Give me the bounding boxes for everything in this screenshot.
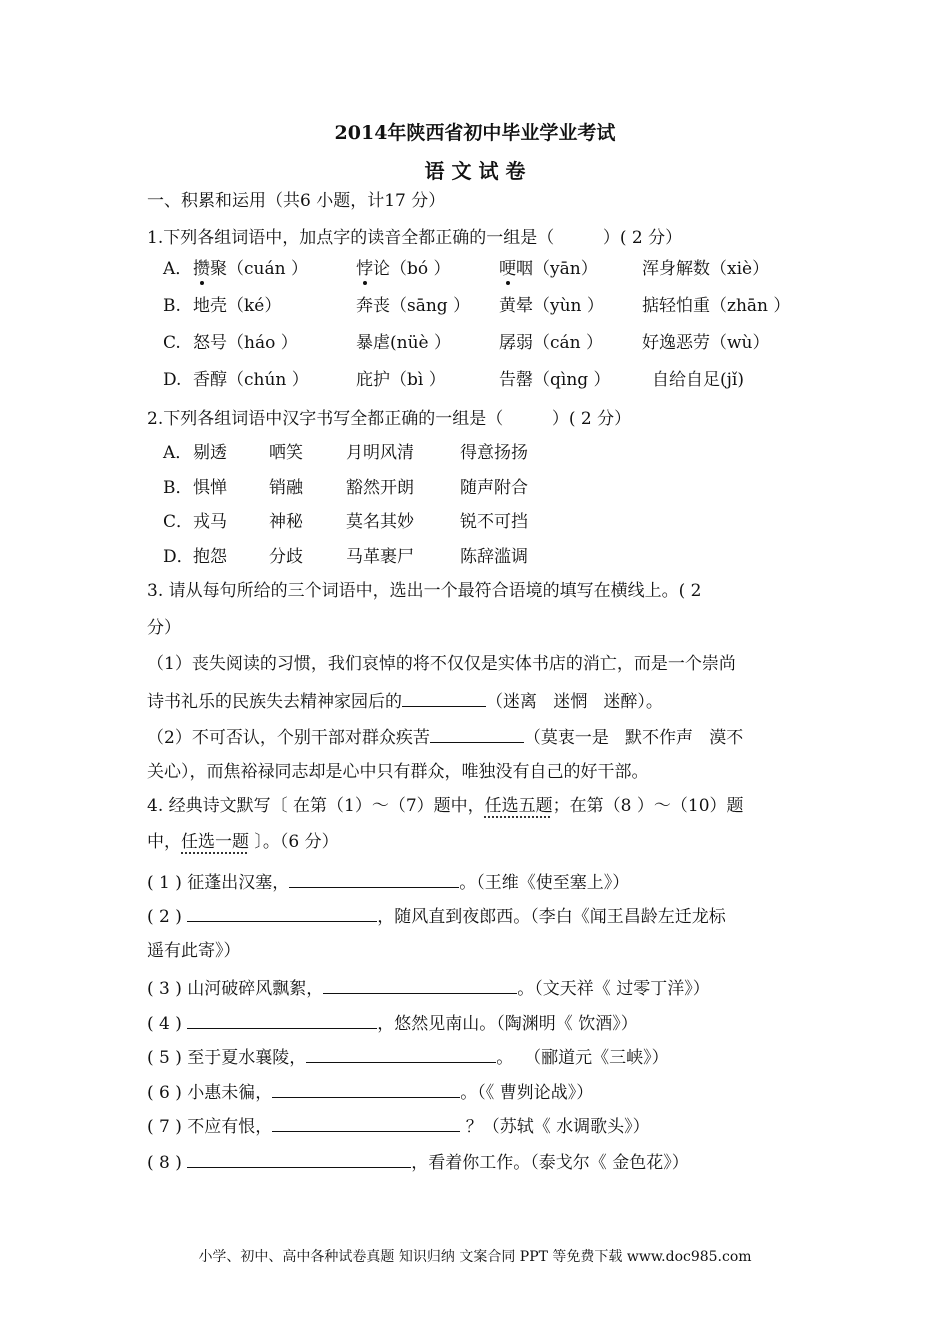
q1-item: 暴虐(nüè ） xyxy=(356,333,451,353)
q1-item: 怒号（háo ） xyxy=(193,333,298,353)
q2-option-label: A． xyxy=(163,443,193,463)
answer-blank[interactable] xyxy=(289,870,459,888)
exam-subtitle: 语 文 试 卷 xyxy=(424,159,526,183)
q1-item: 黄晕（yùn ） xyxy=(499,296,604,316)
section-heading: 一、积累和运用（共6 小题，计17 分） xyxy=(147,191,446,211)
q2-word: 月明风清 xyxy=(346,443,414,463)
q1-stem: 1.下列各组词语中，加点字的读音全都正确的一组是（ ）( 2 分） xyxy=(147,228,683,248)
q4-item: ( 5 ) 至于夏水襄陵， 。 （郦道元《三峡》） xyxy=(147,1045,669,1069)
q2-word: 锐不可挡 xyxy=(460,512,528,532)
q1-item: 孱弱（cán ） xyxy=(499,333,604,353)
q1-item: 香醇（chún ） xyxy=(193,370,309,390)
q2-word: 抱怨 xyxy=(193,547,227,567)
exam-title: 2014年陕西省初中毕业学业考试 xyxy=(334,122,616,144)
q2-word: 哂笑 xyxy=(269,443,303,463)
q1-item: 好逸恶劳（wù） xyxy=(642,333,770,353)
q2-word: 惧惮 xyxy=(193,478,227,498)
answer-blank[interactable] xyxy=(402,689,486,707)
answer-blank[interactable] xyxy=(187,1011,377,1029)
q2-option-label: B． xyxy=(163,478,193,498)
q1-option-label: D. xyxy=(163,370,187,390)
q3-sentence2-line1: （2）不可否认，个别干部对群众疾苦 （莫衷一是 默不作声 漠不 xyxy=(147,725,743,749)
q1-item: 地壳（ké） xyxy=(193,296,282,316)
q4-item: ( 8 ) ，看着你工作。（泰戈尔《 金色花》） xyxy=(147,1150,689,1174)
q4-item: ( 7 ) 不应有恨， ？（苏轼《 水调歌头》） xyxy=(147,1114,650,1138)
q4-item: ( 1 ) 征蓬出汉塞， 。（王维《使至塞上》） xyxy=(147,870,629,894)
q2-word: 豁然开朗 xyxy=(346,478,414,498)
q1-option-label: B. xyxy=(163,296,187,316)
emphasis-dots: 任选一题 xyxy=(181,832,249,852)
answer-blank[interactable] xyxy=(323,976,517,994)
q2-word: 莫名其妙 xyxy=(346,512,414,532)
q2-word: 随声附合 xyxy=(460,478,528,498)
q4-item: ( 6 ) 小惠未徧， 。（《 曹刿论战》） xyxy=(147,1080,593,1104)
q1-item: 告罄（qìng ） xyxy=(499,370,611,390)
q2-word: 销融 xyxy=(269,478,303,498)
q3-sentence1-line2: 诗书礼乐的民族失去精神家园后的 （迷离 迷惘 迷醉）。 xyxy=(147,689,663,713)
q1-item: 掂轻怕重（zhān ） xyxy=(642,296,791,316)
q4-stem-line1: 4. 经典诗文默写〔 在第（1）～（7）题中，任选五题；在第（8 ）～（10）题 xyxy=(147,796,744,816)
q2-stem: 2.下列各组词语中汉字书写全都正确的一组是（ ）( 2 分） xyxy=(147,409,632,429)
q4-item: ( 2 ) ，随风直到夜郎西。（李白《闻王昌龄左迁龙标 xyxy=(147,904,726,928)
answer-blank[interactable] xyxy=(187,904,377,922)
q2-word: 戎马 xyxy=(193,512,227,532)
emphasis-dots: 任选五题 xyxy=(484,796,553,816)
q4-stem-line2: 中，任选一题 〕。（6 分） xyxy=(147,832,339,852)
page-footer: 小学、初中、高中各种试卷真题 知识归纳 文案合同 PPT 等免费下载 www.doc985.com xyxy=(198,1249,752,1265)
q3-stem-line1: 3. 请从每句所给的三个词语中，选出一个最符合语境的填写在横线上。( 2 xyxy=(147,581,702,601)
q2-word: 剔透 xyxy=(193,443,227,463)
q4-item: ( 4 ) ，悠然见南山。（陶渊明《 饮酒》） xyxy=(147,1011,638,1035)
q1-option-label: A． xyxy=(163,259,193,279)
q2-option-label: C． xyxy=(163,512,194,532)
answer-blank[interactable] xyxy=(272,1114,460,1132)
q1-option-label: C. xyxy=(163,333,187,353)
q3-stem-line2: 分） xyxy=(147,618,181,638)
q1-item: 自给自足(jǐ) xyxy=(652,370,744,390)
q2-word: 马革裹尸 xyxy=(346,547,414,567)
q2-word: 神秘 xyxy=(269,512,303,532)
q2-word: 分歧 xyxy=(269,547,303,567)
q4-item: ( 3 ) 山河破碎风飘絮， 。（文天祥《 过零丁洋》） xyxy=(147,976,710,1000)
q1-item: 奔丧（sāng ） xyxy=(356,296,471,316)
q2-word: 陈辞滥调 xyxy=(460,547,528,567)
q3-sentence1-line1: （1）丧失阅读的习惯，我们哀悼的将不仅仅是实体书店的消亡，而是一个崇尚 xyxy=(147,654,736,674)
q1-item: 悖论（bó ） xyxy=(356,259,451,279)
q1-item: 浑身解数（xiè） xyxy=(642,259,770,279)
answer-blank[interactable] xyxy=(272,1080,460,1098)
q4-item-continued: 遥有此寄》） xyxy=(147,941,241,961)
q2-word: 得意扬扬 xyxy=(460,443,528,463)
answer-blank[interactable] xyxy=(306,1045,496,1063)
q2-option-label: D． xyxy=(163,547,194,567)
q1-item: 哽咽（yān） xyxy=(499,259,598,279)
answer-blank[interactable] xyxy=(430,725,524,743)
q1-item: 庇护（bì ） xyxy=(356,370,446,390)
q1-item: 攒聚（cuán ） xyxy=(193,259,308,279)
answer-blank[interactable] xyxy=(187,1150,411,1168)
q3-sentence2-line2: 关心），而焦裕禄同志却是心中只有群众，唯独没有自己的好干部。 xyxy=(147,762,649,782)
